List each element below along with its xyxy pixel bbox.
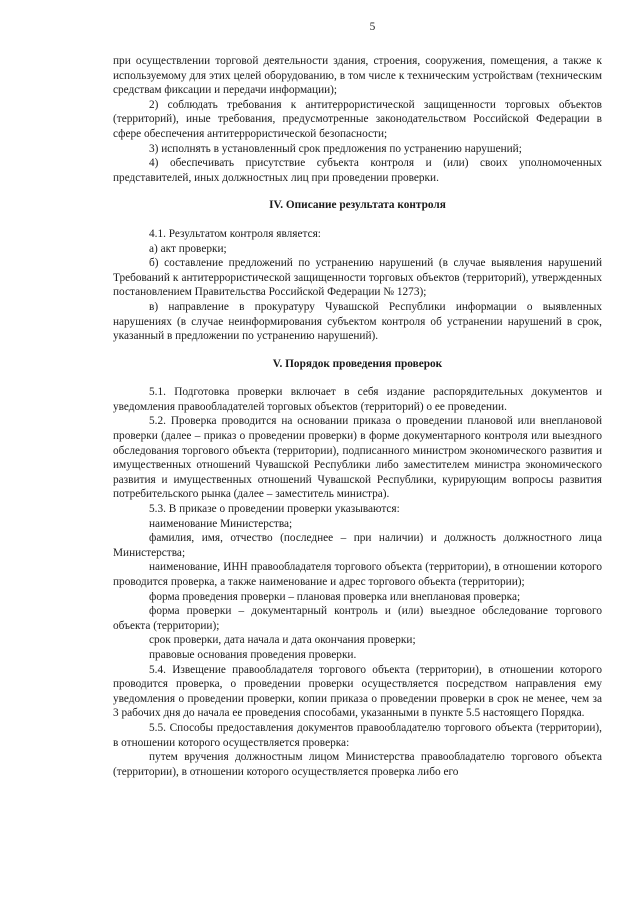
section-4 <box>113 227 602 344</box>
paragraph: фамилия, имя, отчество (последнее – при наличии) и должность должностного лица Министерства; <box>113 532 602 559</box>
paragraph: б) составление предложений по устранению нарушений (в случае выявления нарушений Требований к антитеррористической защищенности торговых объектов (территорий), утвержденных постановлением Правительства Российской Федерации № 1273); <box>113 257 602 299</box>
section-3-tail <box>113 54 602 185</box>
paragraph: 5.1. Подготовка проверки включает в себя издание распорядительных документов и уведомления правообладателей торговых объектов (территорий) о ее проведении. <box>113 386 602 413</box>
section-heading-4: IV. Описание результата контроля <box>269 199 446 212</box>
paragraph: 4.1. Результатом контроля является: <box>149 227 321 240</box>
section-5 <box>113 385 602 779</box>
paragraph: форма проведения проверки – плановая проверка или внеплановая проверка; <box>149 590 521 603</box>
paragraph: а) акт проверки; <box>149 242 227 255</box>
section-heading-5: V. Порядок проведения проверок <box>272 357 443 370</box>
paragraph: 5.4. Извещение правообладателя торгового объекта (территории), в отношении которого проводится проверка, о проведении проверки осуществляется посредством направления ему уведомления о проведении проверки, копии приказа о проведении проверки в срок не менее, чем за 3 рабочих дня до начала ее проведения способами, указанными в пункте 5.5 настоящего Порядка. <box>113 663 602 720</box>
paragraph: 5.5. Способы предоставления документов правообладателю торгового объекта (территории), в отношении которого осуществляется проверка: <box>113 721 602 749</box>
paragraph: правовые основания проведения проверки. <box>149 648 357 661</box>
paragraph: наименование Министерства; <box>149 517 293 530</box>
paragraph: при осуществлении торговой деятельности здания, строения, сооружения, помещения, а также к используемому для этих целей оборудованию, в том числе к техническим устройствам (техническим средствам фиксации и передачи информации); <box>113 55 602 97</box>
paragraph: 5.3. В приказе о проведении проверки указываются: <box>149 503 400 516</box>
paragraph: 3) исполнять в установленный срок предложения по устранению нарушений; <box>149 142 522 155</box>
paragraph: 2) соблюдать требования к антитеррористической защищенности торговых объектов (территорий), иные требования, предусмотренные законодательством Российской Федерации в сфере обеспечения антитеррористической безопасности; <box>113 98 602 140</box>
paragraph: срок проверки, дата начала и дата окончания проверки; <box>149 634 416 647</box>
page-number: 5 <box>369 21 376 33</box>
paragraph: наименование, ИНН правообладателя торгового объекта (территории), в отношении которого проводится проверка, а также наименование и адрес торгового объекта (территории); <box>113 561 602 588</box>
paragraph: 4) обеспечивать присутствие субъекта контроля и (или) своих уполномоченных представителей, иных должностных лиц при проведении проверки. <box>113 157 602 184</box>
paragraph: в) направление в прокуратуру Чувашской Республики информации о выявленных нарушениях (в случае неинформирования субъектом контроля об устранении нарушений в срок, указанный в предложении по устранению нарушений). <box>113 300 602 343</box>
paragraph: путем вручения должностным лицом Министерства правообладателю торгового объекта (территории), в отношении которого осуществляется проверка либо его <box>113 751 602 778</box>
paragraph: форма проверки – документарный контроль и (или) выездное обследование торгового объекта (территории); <box>113 605 602 632</box>
paragraph: 5.2. Проверка проводится на основании приказа о проведении плановой или внеплановой проверки (далее – приказ о проведении проверки) в форме документарного контроля или выездного обследования торгового объекта (территории), подписанного министром экономического развития и имущественных отношений Чувашской Республики либо заместителем министра экономического развития и имущественных отношений Чувашской Республики, курирующим вопросы развития потребительского рынка (далее – заместитель министра). <box>113 415 602 501</box>
